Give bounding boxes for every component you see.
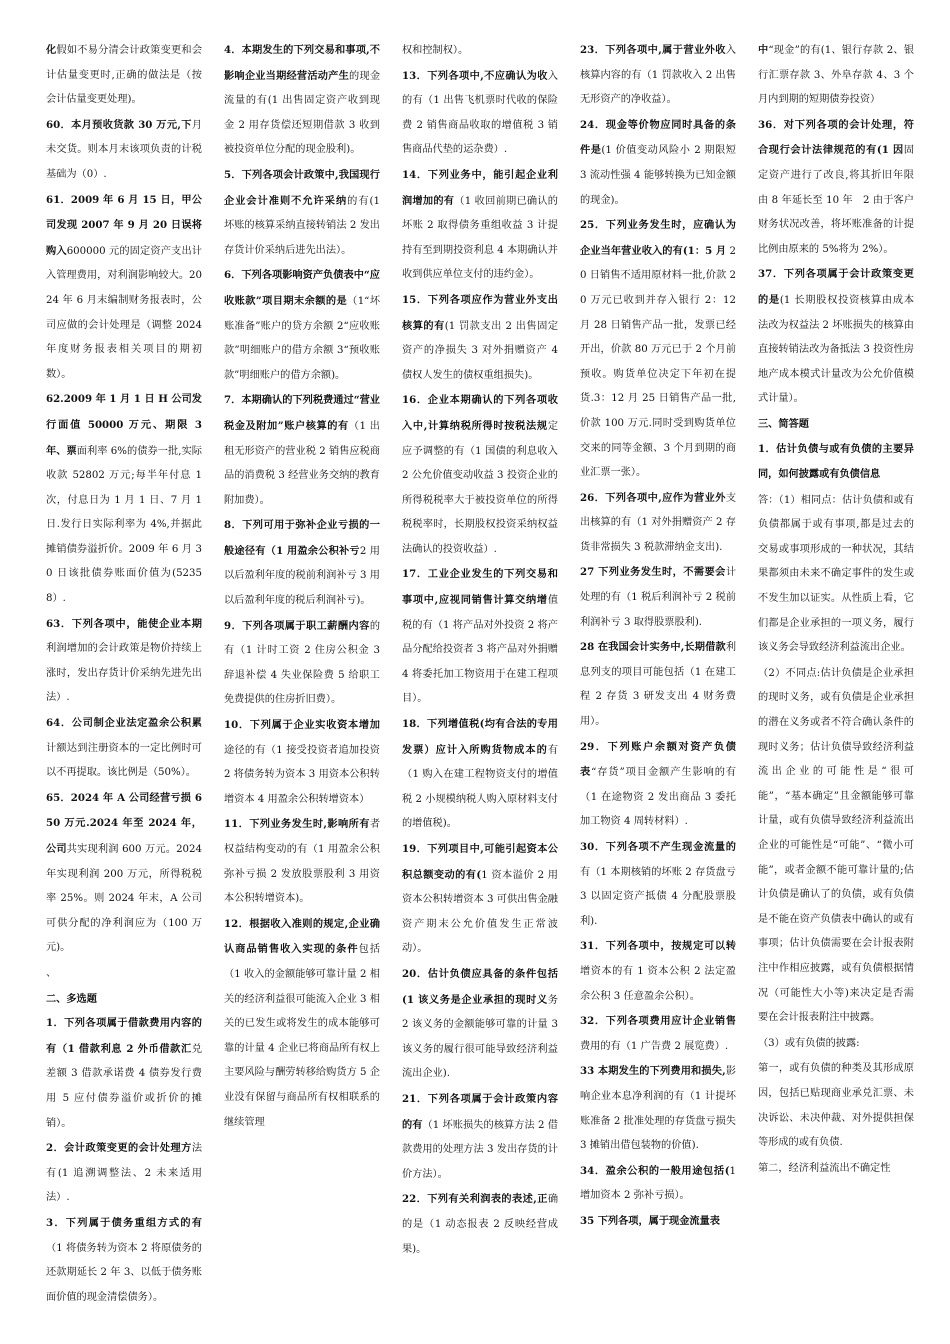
section-heading: 三、简答题 [758,417,809,430]
text-column-2 [224,38,380,1338]
paragraph: 8．下列可用于弥补企业亏损的一般途径有（1 用盈余公积补亏2 用以后盈利年度的税前利润补亏 3 用以后盈利年度的税后利润补亏)。 [224,519,380,607]
text-column-4 [580,38,736,1338]
answer-paragraph: 答：（1）相同点：估计负债和或有负债都属于或有事项,都是过去的交易或事项形成的一种状况，其结果都须由未来不确定事件的发生或不发生加以证实。从性质上看，它们都是企业承担的一项义务，履行该义务会导致经济利益流出企业。 [758,494,914,654]
paragraph: 64．公司制企业法定盈余公积累计额达到注册资本的一定比例时可以不再提取。该比例是（50%）。 [46,717,202,779]
question-heading: 1．估计负债与或有负债的主要异同，如何披露或有负债信息 [758,442,914,481]
paragraph: 65．2024 年 A 公司经营亏损 650 万元.2024 年至 2024 年，公司共实现利润 600 万元。2024 年实现利润 200 万元，所得税税率 25%。则 2024 年末，A 公司可供分配的净利润应为（100 万元)。 [46,791,202,954]
paragraph: 27 下列业务发生时，不需要会计处理的有（1 税后利润补亏 2 税前利润补亏 3 取得股票股利). [580,566,736,628]
answer-paragraph: 第二，经济利益流出不确定性 [758,1162,891,1174]
paragraph: 62.2009 年 1 月 1 日 H 公司发行面值 50000 万元、期限 3 年、票面利率 6%的债券一批,实际收款 52802 万元;每半年付息 1 次，付息日为 1 月 1 日、7 月 1 日.发行日实际利率为 4%,并据此摊销债券溢折价。2009 年 6 月 30 日该批债券账面价值为(52358）. [46,393,202,605]
paragraph: 13．下列各项中,不应确认为收入的有（1 出售飞机票时代收的保险费 2 销售商品收取的增值税 3 销售商品代垫的运杂费）. [402,69,558,156]
paragraph: 24．现金等价物应同时具备的条件是(1 价值变动风险小 2 期限短 3 流动性强 4 能够转换为已知金额的现金)。 [580,118,736,206]
paragraph: 31．下列各项中，按规定可以转增资本的有 1 资本公积 2 法定盈余公积 3 任意盈余公积）。 [580,940,736,1002]
paragraph: 19．下列项目中,可能引起资本公积总额变动的有(1 资本溢价 2 用资本公积转增资本 3 可供出售金融资产期末公允价值发生正常波动）。 [402,843,558,955]
paragraph: 9．下列各项属于职工薪酬内容的有（1 计时工资 2 住房公积金 3 辞退补偿 4 失业保险费 5 给职工免费提供的住房折旧费）。 [224,619,380,706]
paragraph: 33 本期发生的下列费用和损失,影响企业本息净利润的有（1 计提坏账准备 2 批准处理的存货盘亏损失 3 摊销出借包装物的价值). [580,1065,736,1152]
paragraph: 32．下列各项费用应计企业销售费用的有（1 广告费 2 展览费）. [580,1015,736,1052]
paragraph: 2．会计政策变更的会计处理方法有(1 追溯调整法、2 未来适用法）. [46,1142,202,1204]
paragraph: 、 [46,967,57,979]
paragraph: 36．对下列各项的会计处理，符合现行会计法律规范的有(1 因固定资产进行了改良,将其折旧年限由 8 年延长至 10 年 2 由于客户财务状况改善，将坏账准备的计提比例由原来的 5%将为 2%）。 [758,118,914,255]
paragraph: 37．下列各项属于会计政策变更的是(1 长期股权投资核算由成本法改为权益法 2 坏账损失的核算由直接转销法改为备抵法 3 投资性房地产成本模式计量改为公允价值模式计量）。 [758,268,914,405]
paragraph: 30．下列各项不产生现金流量的有（1 本期核销的坏账 2 存货盘亏 3 以固定资产抵债 4 分配股票股利). [580,841,736,927]
section-heading: 二、多选题 [46,992,97,1005]
paragraph: 25．下列业务发生时，应确认为企业当年营业收入的有(1：5 月 20 日销售不适用原材料一批,价款 20 万元已收到并存入银行 2：12 月 28 日销售产品一批，发票已经开出，价款 80 万元已于 2 个月前预收。购货单位决定下年初在提货.3：12 月 25 日销售产品一批,价款 100 万元.同时受到购货单位交来的同等金额、3 个月到期的商业汇票一张）。 [580,219,736,479]
paragraph: 权和控制权）。 [402,45,469,56]
paragraph: 15．下列各项应作为营业外支出核算的有(1 罚款支出 2 出售固定资产的净损失 3 对外捐赠资产 4 债权人发生的债权重组损失)。 [402,293,558,381]
paragraph: 61．2009 年 6 月 15 日，甲公司发现 2007 年 9 月 20 日误将购入600000 元的固定资产支出计入管理费用，对利润影响较大。2024 年 6 月末编制财务报表时，公司应做的会计处理是（调整 2024 年度财务报表相关项目的期初数）。 [46,193,202,380]
paragraph: 17．工业企业发生的下列交易和事项中,应视同销售计算交纳增值税的有（1 将产品对外投资 2 将产品分配给投资者 3 将产品对外捐赠 4 将委托加工物资用于在建工程项目）。 [402,568,558,705]
paragraph: 1．下列各项属于借款费用内容的有（1 借款利息 2 外币借款汇兑差额 3 借款承诺费 4 债券发行费用 5 应付债券溢价或折价的摊销）。 [46,1017,202,1129]
paragraph: 18．下列增值税(均有合法的专用发票）应计入所购货物成本的有（1 购入在建工程物资支付的增值税 2 小规模纳税人购入原材料支付的增值税)。 [402,718,558,830]
paragraph: 21．下列各项属于会计政策内容的有（1 坏账损失的核算方法 2 借款费用的处理方法 3 发出存货的计价方法）。 [402,1092,558,1180]
paragraph: 35 下列各项，属于现金流量表 [580,1214,720,1227]
paragraph: 12．根据收入准则的规定,企业确认商品销售收入实现的条件包括（1 收入的金额能够可靠计量 2 相关的经济利益很可能流入企业 3 相关的已发生或将发生的成本能够可靠的计量 4 企业已将商品所有权上主要风险与酬劳转移给购货方 5 企业没有保留与商品所有权相联系的继续管理 [224,917,380,1128]
paragraph: 28 在我国会计实务中,长期借款利息列支的项目可能包括（1 在建工程 2 存货 3 研发支出 4 财务费用）。 [580,641,736,728]
paragraph: 29．下列账户余额对资产负债表“存货”项目金额产生影响的有（1 在途物资 2 发出商品 3 委托加工物资 4 周转材料）. [580,740,736,828]
paragraph: 16．企业本期确认的下列各项收入中,计算纳税所得时按税法规定应予调整的有（1 国债的利息收入 2 公允价值变动收益 3 投资企业的所得税税率大于被投资单位的所得税税率时，长期股权投资采纳权益法确认的投资收益）. [402,394,558,555]
paragraph: 7．本期确认的下列税费通过“营业税金及附加”账户核算的有（1 出租无形资产的营业税 2 销售应税商品的消费税 3 经营业务交纳的教育附加费）。 [224,394,380,506]
paragraph: 11．下列业务发生时,影响所有者权益结构变动的有（1 用盈余公积弥补亏损 2 发放股票股利 3 用资本公积转增资本)。 [224,818,380,905]
paragraph: 34．盈余公积的一般用途包括(1 增加资本 2 弥补亏损）。 [580,1164,736,1202]
paragraph: 中“现金”的有(1、银行存款 2、银行汇票存款 3、外阜存款 4、3 个月内到期的短期债券投资） [758,44,914,106]
paragraph: 5．下列各项会计政策中,我国现行企业会计准则不允许采纳的有(1 坏账的核算采纳直接转销法 2 发出存货计价采纳后进先出法）。 [224,168,380,256]
paragraph: 4．本期发生的下列交易和事项,不影响企业当期经营活动产生的现金流量的有(1 出售固定资产收到现金 2 用存货偿还短期借款 3 收到被投资单位分配的现金股利)。 [224,44,380,156]
answer-paragraph: （2）不同点:估计负债是企业承担的现时义务，或有负债是企业承担的潜在义务或者不符合确认条件的现时义务；估计负债导致经济利益流出企业的可能性是“很可能”，“基本确定”且金额能够可靠计量，或有负债导致经济利益流出企业的可能性是“可能”、“微小可能”，或者金额不能可靠计量的;估计负债是确认了的负债，或有负债是不能在资产负债表中确认的或有事项；估计负债需要在会计报表附注中作相应披露，或有负债根据情况（可能性大小等)来决定是否需要在会计报表附注中披露。 [758,667,914,1024]
paragraph: 3．下列属于债务重组方式的有（1 将债务转为资本 2 将原债务的还款期延长 2 年 3、以低于债务账面价值的现金清偿债务）。 [46,1216,202,1303]
paragraph: 22．下列有关利润表的表述,正确的是（1 动态报表 2 反映经营成果)。 [402,1193,558,1255]
paragraph: 化假如不易分清会计政策变更和会计估量变更时,正确的做法是（按会计估量变更处理)。 [46,44,202,106]
text-column-3 [402,38,558,1338]
paragraph: 10．下列属于企业实收资本增加途径的有（1 接受投资者追加投资 2 将债务转为资本 3 用资本公积转增资本 4 用盈余公积转增资本） [224,719,380,805]
paragraph: 23．下列各项中,属于营业外收入核算内容的有（1 罚款收入 2 出售无形资产的净收益）。 [580,44,736,106]
text-column-1 [46,38,202,1338]
paragraph: 20．估计负债应具备的条件包括(1 该义务是企业承担的现时义务 2 该义务的金额能够可靠的计量 3 该义务的履行很可能导致经济利益流出企业). [402,967,558,1080]
paragraph: 26．下列各项中,应作为营业外支出核算的有（1 对外捐赠资产 2 存货非常损失 3 税款滞纳金支出). [580,491,736,553]
paragraph: 60．本月预收货款 30 万元,下月未交货。则本月末该项负责的计税基础为（0）. [46,118,202,180]
text-column-5 [758,38,914,1338]
answer-paragraph: （3）或有负债的披露: [758,1037,860,1049]
paragraph: 14．下列业务中，能引起企业利润增加的有（1 收回前期已确认的坏账 2 取得债务重组收益 3 计提持有至到期投资利息 4 本期确认并收到供应单位支付的违约金）。 [402,168,558,281]
answer-paragraph: 第一，或有负债的种类及其形成原因，包括已贴现商业承兑汇票、未决诉讼、未决仲裁、对外提供担保等形成的或有负债. [758,1063,914,1149]
paragraph: 63．下列各项中，能使企业本期利润增加的会计政策是物价持续上涨时，发出存货计价采纳先进先出法）. [46,617,202,704]
paragraph: 6．下列各项影响资产负债表中“应收账款”项目期末余额的是（1“坏账准备”账户的贷方余额 2“应收账款”明细账户的借方余额 3“预收账款”明细账户的借方余额)。 [224,269,380,381]
